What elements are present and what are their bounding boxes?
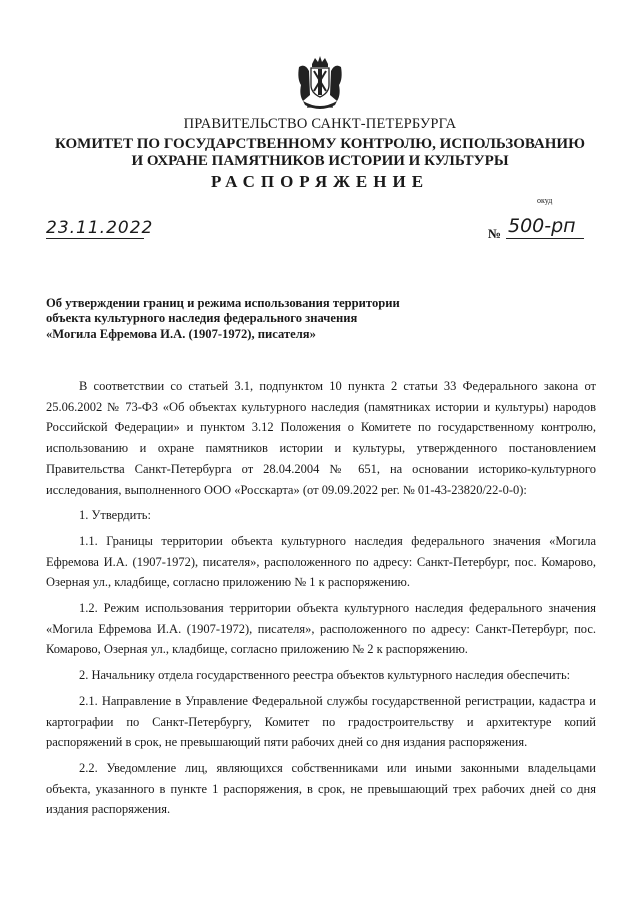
okud-label: окуд [537,196,553,205]
body-paragraph-item-2-2: 2.2. Уведомление лиц, являющихся собственниками или иными законными владельцами объекта, указанного в пункте 1 распоряжения, в срок, не превышающий трех рабочих дней со дня издания распоряжения. [46,760,596,817]
body-paragraph-item-2-1: 2.1. Направление в Управление Федеральной службы государственной регистрации, кадастра и картографии по Санкт-Петербургу, Комитет по градостроительству и архитектуре копий распоряжений в срок, не превышающий пяти рабочих дней со дня издания распоряжения. [46,693,596,750]
title-line: «Могила Ефремова И.А. (1907-1972), писателя» [46,326,316,341]
coat-of-arms-emblem-icon [297,55,343,111]
body-paragraph-item-1-1: 1.1. Границы территории объекта культурного наследия федерального значения «Могила Ефремова И.А. (1907-1972), писателя», расположенного по адресу: Санкт-Петербург, пос. Комарово, Озерная ул., кладбище, согласно приложению № 1 к распоряжению. [46,533,596,590]
number-sign: № [488,226,502,241]
number-underline [506,238,584,239]
body-paragraph-item-1: 1. Утвердить: [79,508,151,523]
document-date: 23.11.2022 [46,218,154,238]
government-title: ПРАВИТЕЛЬСТВО САНКТ-ПЕТЕРБУРГА [183,116,457,132]
title-line: объекта культурного наследия федерального значения [46,311,358,326]
body-paragraph-item-2: 2. Начальнику отдела государственного реестра объектов культурного наследия обеспечить: [79,668,571,683]
title-line: Об утверждении границ и режима использования территории [46,296,400,310]
document-number: 500-рп [508,215,576,237]
document-type-heading: РАСПОРЯЖЕНИЕ [210,172,430,191]
committee-title-line1: КОМИТЕТ ПО ГОСУДАРСТВЕННОМУ КОНТРОЛЮ, ИСПОЛЬЗОВАНИЮ [55,136,585,152]
committee-title-line2: И ОХРАНЕ ПАМЯТНИКОВ ИСТОРИИ И КУЛЬТУРЫ [131,153,509,169]
date-underline [46,238,144,239]
body-paragraph-preamble: В соответствии со статьей 3.1, подпунктом 10 пункта 2 статьи 33 Федерального закона от 25.06.2002 № 73-ФЗ «Об объектах культурного наследия (памятниках истории и культуры) народов Российской Федерации» и пунктом 3.12 Положения о Комитете по государственному контролю, использованию и охране памятников истории и культуры, утвержденного постановлением Правительства Санкт-Петербурга от 28.04.2004 № 651, на основании историко-культурного исследования, выполненного ООО «Росскарта» (от 09.09.2022 рег. № 01-43-23820/22-0-0): [46,379,596,497]
document-body [46,376,596,825]
document-subject-title [46,296,446,342]
body-paragraph-item-1-2: 1.2. Режим использования территории объекта культурного наследия федерального значения «Могила Ефремова И.А. (1907-1972), писателя», расположенного по адресу: Санкт-Петербург, пос. Комарово, Озерная ул., кладбище, согласно приложению № 2 к распоряжению. [46,601,596,657]
